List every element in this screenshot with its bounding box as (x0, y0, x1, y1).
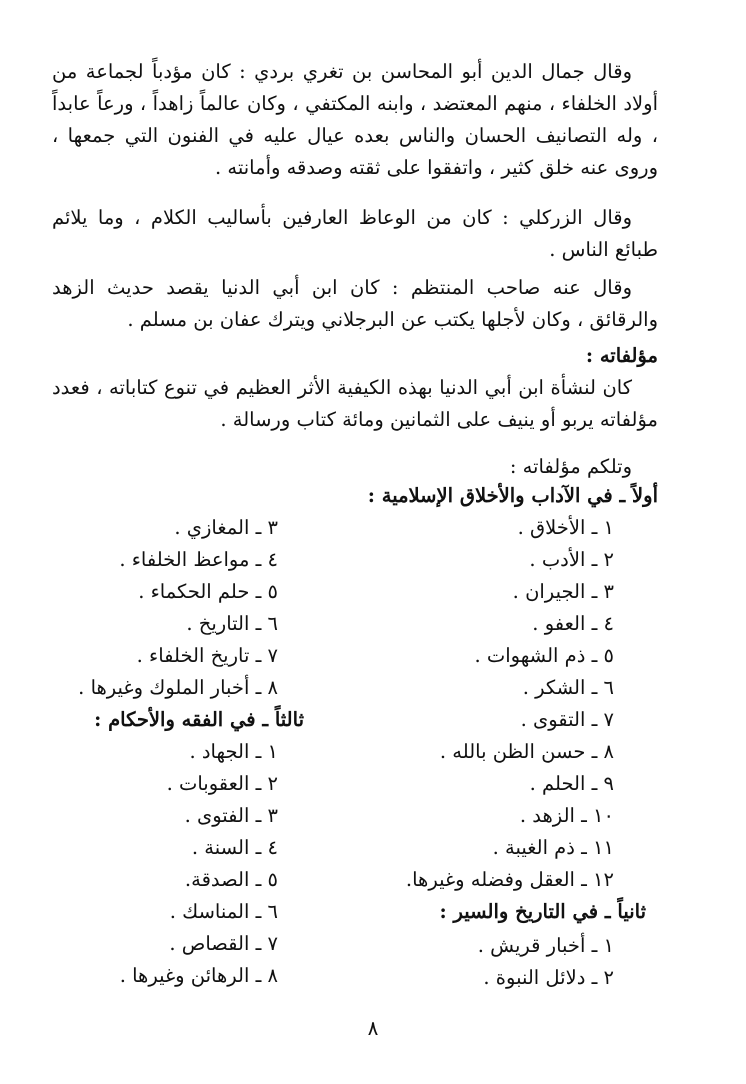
works-paragraph: كان لنشأة ابن أبي الدنيا بهذه الكيفية الأثر العظيم في تنوع كتاباته ، فعدد مؤلفاته يربو أو ينيف على الثمانين ومائة كتاب ورسالة . (52, 376, 658, 431)
list-item: ٧ ـ القصاص . (169, 932, 278, 955)
list-item: ٢ ـ دلائل النبوة . (483, 966, 614, 989)
list-item: ١٠ ـ الزهد . (519, 804, 614, 827)
section3-heading: ثالثاً ـ في الفقه والأحكام : (94, 708, 304, 731)
list-item: ٧ ـ تاريخ الخلفاء . (136, 644, 278, 667)
list-item: ٢ ـ العقوبات . (166, 772, 278, 795)
list-item: ٣ ـ الفتوى . (184, 804, 278, 827)
works-heading: مؤلفاته : (585, 344, 658, 367)
quote-zirikli: وقال الزركلي : كان من الوعاظ العارفين بأساليب الكلام ، وما يلائم طبائع الناس . (52, 206, 658, 261)
works-intro: وتلكم مؤلفاته : (509, 455, 632, 478)
section2-list-part1 (478, 930, 614, 994)
section2-heading: ثانياً ـ في التاريخ والسير : (439, 900, 646, 923)
list-item: ٦ ـ المناسك . (169, 900, 278, 923)
quote-muntazam: وقال عنه صاحب المنتظم : كان ابن أبي الدنيا يقصد حديث الزهد والرقائق ، وكان لأجلها يكتب عن البرجلاني ويترك عفان بن مسلم . (52, 276, 658, 331)
section2-list-part2 (78, 512, 278, 704)
page-number: ٨ (367, 1016, 379, 1040)
list-item: ٧ ـ التقوى . (520, 708, 614, 731)
list-item: ٣ ـ المغازي . (174, 516, 278, 539)
list-item: ٥ ـ الصدقة. (184, 868, 278, 891)
list-item: ٤ ـ العفو . (532, 612, 614, 635)
list-item: ٥ ـ ذم الشهوات . (474, 644, 614, 667)
list-item: ٣ ـ الجيران . (512, 580, 614, 603)
list-item: ٤ ـ مواعظ الخلفاء . (119, 548, 278, 571)
list-item: ٥ ـ حلم الحكماء . (138, 580, 278, 603)
list-item: ٦ ـ التاريخ . (186, 612, 278, 635)
quote-ibn-taghri-birdi: وقال جمال الدين أبو المحاسن بن تغري بردي : كان مؤدباً لجماعة من أولاد الخلفاء ، منهم المعتضد ، وابنه المكتفي ، وكان عالماً زاهداً ، ورعاً عابداً ، وله التصانيف الحسان والناس بعده عيال عليه في الفنون التي جمعها ، وروى عنه خلق كثير ، واتفقوا على ثقته وصدقه وأمانته . (52, 60, 658, 179)
list-item: ١ ـ الأخلاق . (517, 516, 614, 539)
list-item: ١ ـ أخبار قريش . (477, 934, 614, 957)
list-item: ٨ ـ حسن الظن بالله . (439, 740, 614, 763)
list-item: ٤ ـ السنة . (191, 836, 278, 859)
list-item: ٦ ـ الشكر . (522, 676, 614, 699)
list-item: ٢ ـ الأدب . (529, 548, 614, 571)
section3-list (120, 736, 278, 992)
list-item: ٨ ـ الرهائن وغيرها . (119, 964, 278, 987)
list-item: ١١ ـ ذم الغيبة . (492, 836, 614, 859)
section1-heading: أولاً ـ في الآداب والأخلاق الإسلامية : (367, 484, 658, 507)
list-item: ١ ـ الجهاد . (189, 740, 278, 763)
section1-list (406, 512, 614, 896)
list-item: ٨ ـ أخبار الملوك وغيرها . (78, 676, 278, 699)
list-item: ١٢ ـ العقل وفضله وغيرها. (405, 868, 614, 891)
list-item: ٩ ـ الحلم . (529, 772, 614, 795)
